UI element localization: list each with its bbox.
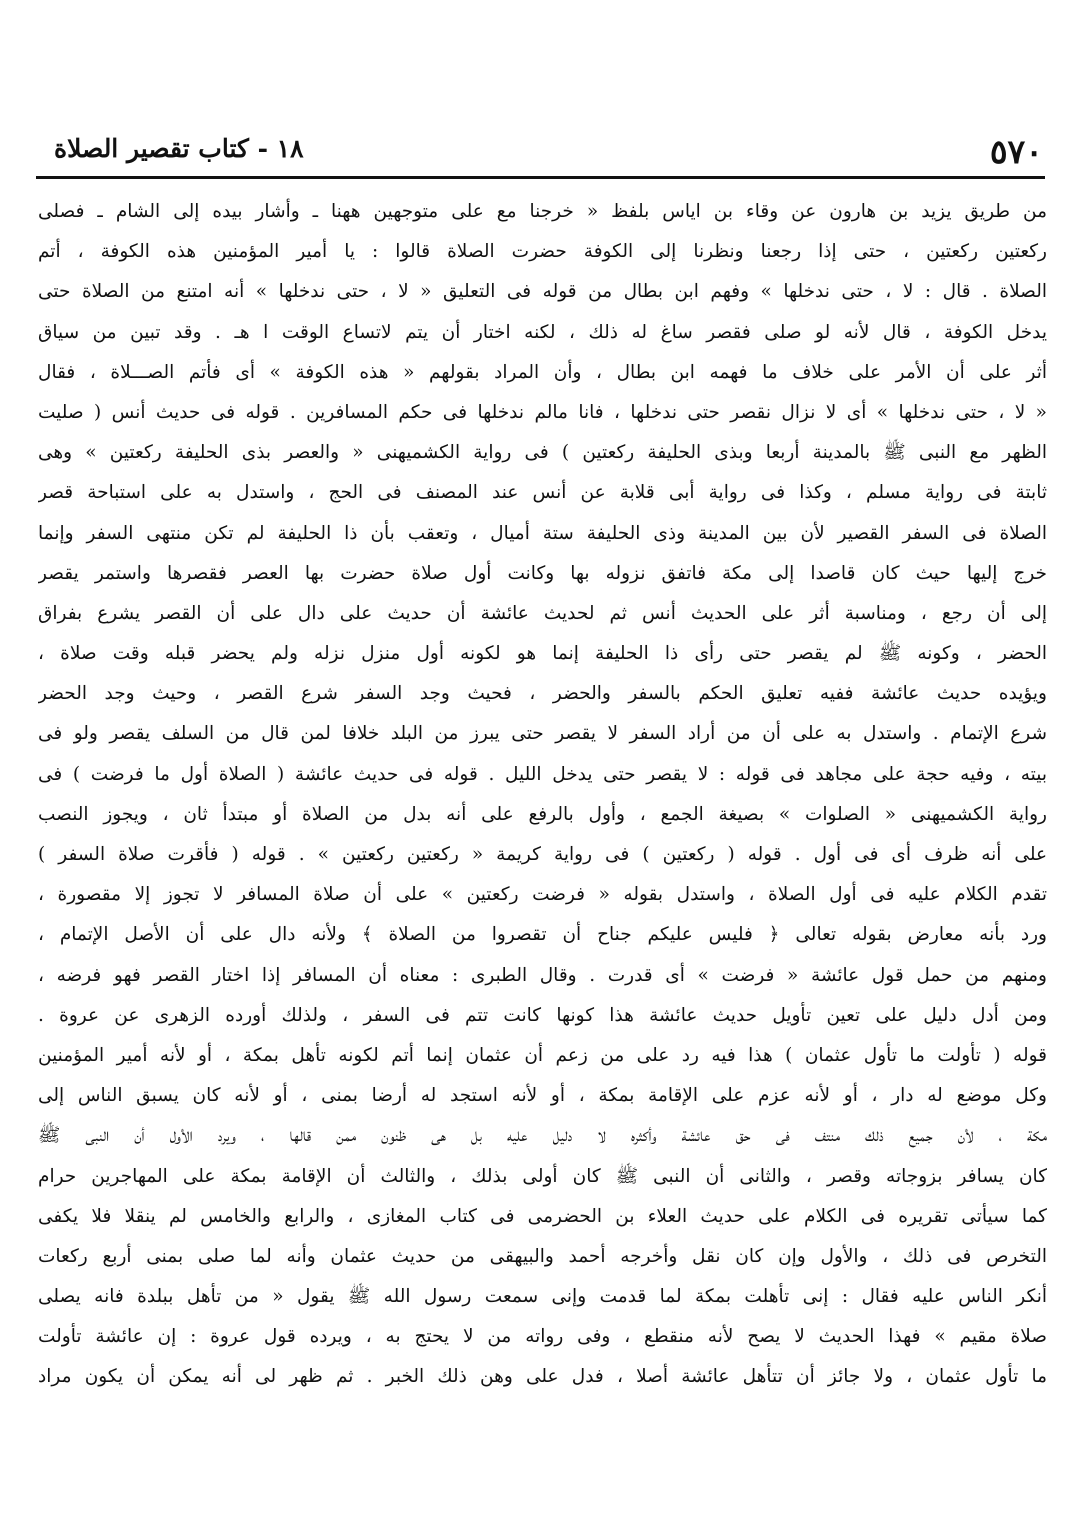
text-line: الصلاة فى السفر القصير لأن بين المدينة وذى الحليفة ستة أميال ، وتعقب بأن ذا الحليفة لم تكن منتهى السفر وإنما xyxy=(38,522,1047,544)
text-line: تقدم الكلام عليه فى أول الصلاة ، واستدل بقوله « فرضت ركعتين » على أن صلاة المسافر لا تجوز إلا مقصورة ، xyxy=(38,884,1047,906)
text-line: الصلاة . قال : لا ، حتى ندخلها » وفهم ابن بطال من قوله فى التعليق « لا ، حتى ندخلها » أنه امتنع من الصلاة حتى xyxy=(38,281,1047,303)
text-line: ما تأول عثمان ، ولا جائز أن تتأهل عائشة أصلا ، فدل على وهن ذلك الخبر . ثم ظهر لى أنه يمكن أن يكون مراد xyxy=(38,1366,1047,1388)
text-line: ورد بأنه معارض بقوله تعالى ﴿ فليس عليكم جناح أن تقصروا من الصلاة ﴾ ولأنه دال على أن الأصل الإتمام ، xyxy=(38,924,1047,946)
text-line: التخرص فى ذلك ، والأول وإن كان نقل وأخرجه أحمد والبيهقى من حديث عثمان وأنه لما صلى بمنى أربع ركعات xyxy=(38,1245,1047,1267)
header-rule xyxy=(36,176,1045,179)
text-line: صلاة مقيم » فهذا الحديث لا يصح لأنه منقطع ، وفى رواته من لا يحتج به ، ويرده قول عروة : إن عائشة تأولت xyxy=(38,1326,1047,1348)
text-line: من طريق يزيد بن هارون عن وقاء بن اياس بلفظ « خرجنا مع على متوجهين ههنا ـ وأشار بيده إلى الشام ـ فصلى xyxy=(38,201,1047,222)
text-line: ويؤيده حديث عائشة ففيه تعليق الحكم بالسفر والحضر ، فحيث وجد السفر شرع القصر ، وحيث وجد الحضر xyxy=(38,683,1047,705)
text-line: رواية الكشميهنى « الصلوات » بصيغة الجمع ، وأول بالرفع على أنه بدل من الصلاة أو مبتدأ ثان ، ويجوز النصب xyxy=(38,803,1047,825)
text-line: ثابتة فى رواية مسلم ، وكذا فى رواية أبى قلابة عن أنس عند المصنف فى الحج ، واستدل به على استباحة قصر xyxy=(38,482,1047,504)
text-line: يدخل الكوفة ، قال لأنه لو صلى فقصر ساغ له ذلك ، لكنه اختار أن يتم لاتساع الوقت ا هـ . وقد تبين من سياق xyxy=(38,321,1047,343)
body-text xyxy=(38,192,1047,1398)
text-line: أنكر الناس عليه فقال : إنى تأهلت بمكة لما قدمت وإنى سمعت رسول الله ﷺ يقول « من تأهل ببلدة فانه يصلى xyxy=(38,1286,1047,1308)
text-line: أثر على أن الأمر على خلاف ما فهمه ابن بطال ، وأن المراد بقولهم « هذه الكوفة » أى فأتم الصـــلاة ، فقال xyxy=(38,361,1047,383)
text-line: خرج إليها حيث كان قاصدا إلى مكة فاتفق نزوله بها وكانت أول صلاة حضرت بها العصر فقصرها واستمر يقصر xyxy=(38,562,1047,584)
text-line: ومن أدل دليل على تعين تأويل حديث عائشة هذا كونها كانت تتم فى السفر ، ولذلك أورده الزهرى عن عروة . xyxy=(38,1004,1047,1026)
page-number: ٥٧٠ xyxy=(989,132,1043,171)
text-line: وكل موضع له دار ، أو لأنه عزم على الإقامة بمكة ، أو لأنه استجد له أرضا بمنى ، أو لأنه كان يسبق الناس إلى xyxy=(38,1085,1047,1107)
text-line: ركعتين ركعتين ، حتى إذا رجعنا ونظرنا إلى الكوفة حضرت الصلاة قالوا : يا أمير المؤمنين هذه الكوفة ، أتم xyxy=(38,241,1047,263)
page-header xyxy=(40,128,1043,176)
text-line: كان يسافر بزوجاته وقصر ، والثانى أن النبى ﷺ كان أولى بذلك ، والثالث أن الإقامة بمكة على المهاجرين حرام xyxy=(38,1165,1047,1187)
text-line: كما سيأتى تقريره فى الكلام على حديث العلاء بن الحضرمى فى كتاب المغازى ، والرابع والخامس لم ينقلا فلا يكفى xyxy=(38,1205,1047,1227)
running-title: ١٨ - كتاب تقصير الصلاة xyxy=(54,134,304,163)
text-line: مكة ، لأن جميع ذلك منتف فى حق عائشة وأكثره لا دليل عليه بل هى ظنون ممن قالها ، ويرد الأول أن النبى ﷺ xyxy=(38,1125,1047,1147)
text-line: قوله ( تأولت ما تأول عثمان ) هذا فيه رد على من زعم أن عثمان إنما أتم لكونه تأهل بمكة ، أو لأنه أمير المؤمنين xyxy=(38,1044,1047,1066)
text-line: شرع الإتمام . واستدل به على أن من أراد السفر لا يقصر حتى يبرز من البلد خلافا لمن قال من السلف يقصر ولو فى xyxy=(38,723,1047,745)
text-line: ومنهم من حمل قول عائشة « فرضت » أى قدرت . وقال الطبرى : معناه أن المسافر إذا اختار القصر فهو فرضه ، xyxy=(38,964,1047,986)
text-line: الظهر مع النبى ﷺ بالمدينة أربعا وبذى الحليفة ركعتين ) فى رواية الكشميهنى « والعصر بذى الحليفة ركعتين » وهى xyxy=(38,442,1047,464)
text-line: الحضر ، وكونه ﷺ لم يقصر حتى رأى ذا الحليفة إنما هو لكونه أول منزل نزله ولم يحضر قبله وقت صلاة ، xyxy=(38,643,1047,665)
text-line: بيته ، وفيه حجة على مجاهد فى قوله : لا يقصر حتى يدخل الليل . قوله فى حديث عائشة ( الصلاة أول ما فرضت ) فى xyxy=(38,763,1047,785)
text-line: إلى أن رجع ، ومناسبة أثر على الحديث أنس ثم لحديث عائشة أن حديث على دال على أن القصر يشرع بفراق xyxy=(38,602,1047,624)
text-line: « لا ، حتى ندخلها » أى لا نزال نقصر حتى ندخلها ، فانا مالم ندخلها فى حكم المسافرين . قوله فى حديث أنس ( صليت xyxy=(38,401,1047,423)
text-line: على أنه ظرف أى فى أول . قوله ( ركعتين ) فى رواية كريمة « ركعتين ركعتين » . قوله ( فأقرت صلاة السفر ) xyxy=(38,844,1047,865)
